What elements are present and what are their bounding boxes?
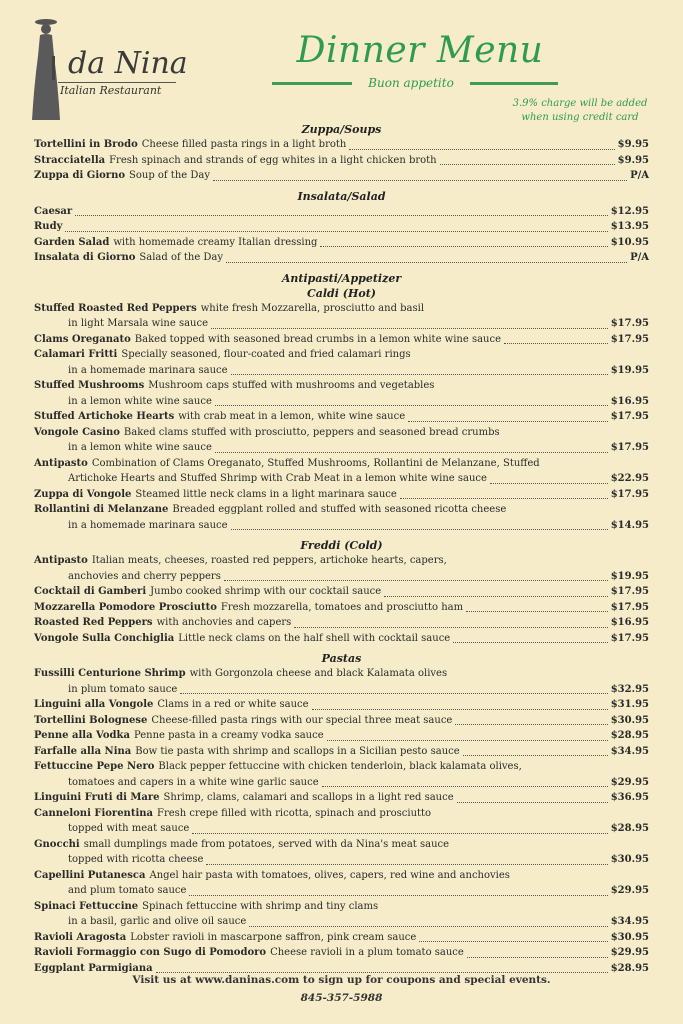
dot-leader bbox=[224, 579, 608, 581]
dot-leader bbox=[312, 708, 608, 710]
item-name: Vongole Casino bbox=[34, 426, 120, 438]
dot-leader bbox=[463, 754, 608, 756]
page-title: Dinner Menu bbox=[296, 30, 544, 71]
menu-item-continuation bbox=[34, 852, 649, 868]
dot-leader bbox=[189, 894, 607, 896]
menu-item bbox=[34, 790, 649, 806]
menu-item bbox=[34, 600, 649, 616]
item-price: $17.95 bbox=[610, 632, 649, 644]
item-name: Mozzarella Pomodore Prosciutto bbox=[34, 601, 217, 613]
item-description: Specially seasoned, flour-coated and fried calamari rings bbox=[121, 349, 411, 360]
item-price: $17.95 bbox=[610, 442, 649, 453]
menu-item bbox=[34, 615, 649, 631]
dot-leader bbox=[192, 832, 607, 834]
item-description: Jumbo cooked shrimp with our cocktail sauce bbox=[150, 586, 382, 597]
item-name: Roasted Red Peppers bbox=[34, 617, 153, 628]
item-name: Fussilli Centurione Shrimp bbox=[34, 668, 186, 679]
section-heading: Antipasti/Appetizer bbox=[281, 271, 402, 285]
item-price: $9.95 bbox=[617, 154, 649, 166]
menu-item bbox=[34, 301, 649, 317]
item-name: Antipasto bbox=[34, 457, 88, 469]
item-description: Fresh spinach and strands of egg whites in a light chicken broth bbox=[109, 154, 437, 166]
menu-list bbox=[34, 122, 649, 976]
item-description-cont: in plum tomato sauce bbox=[68, 683, 178, 695]
item-name: Rollantini di Melanzane bbox=[34, 504, 169, 515]
menu-item-continuation bbox=[34, 682, 649, 698]
section-heading: Pastas bbox=[321, 652, 362, 665]
item-description-cont: in a homemade marinara sauce bbox=[68, 364, 228, 376]
menu-item-continuation bbox=[34, 914, 649, 930]
item-name: Garden Salad bbox=[34, 236, 110, 248]
item-description: Fresh crepe filled with ricotta, spinach and prosciutto bbox=[157, 807, 432, 819]
item-price: $29.95 bbox=[610, 947, 649, 958]
menu-item bbox=[34, 744, 649, 760]
item-price: $12.95 bbox=[610, 205, 649, 217]
section-subheading: Caldi (Hot) bbox=[307, 286, 376, 300]
item-price: $28.95 bbox=[610, 823, 649, 834]
item-description: Lobster ravioli in mascarpone saffron, pink cream sauce bbox=[130, 931, 417, 943]
item-description: Steamed little neck clams in a light marinara sauce bbox=[135, 488, 397, 500]
item-name: Linguini Fruti di Mare bbox=[34, 792, 160, 803]
dot-leader bbox=[294, 626, 607, 628]
logo-subtitle: Italian Restaurant bbox=[60, 84, 162, 97]
menu-item-continuation bbox=[34, 440, 649, 456]
item-name: Capellini Putanesca bbox=[34, 869, 146, 881]
title-rule-right bbox=[470, 82, 558, 85]
item-price: $14.95 bbox=[610, 519, 649, 531]
item-name: Calamari Fritti bbox=[34, 349, 118, 360]
item-price: $16.95 bbox=[610, 617, 649, 628]
item-description: Clams in a red or white sauce bbox=[157, 699, 309, 710]
item-description: Baked topped with seasoned bread crumbs in a lemon white wine sauce bbox=[134, 333, 502, 345]
item-description: Soup of the Day bbox=[129, 170, 210, 181]
item-price: $9.95 bbox=[617, 139, 649, 150]
menu-item bbox=[34, 378, 649, 394]
dot-leader bbox=[419, 940, 607, 942]
item-price: $30.95 bbox=[610, 931, 649, 943]
menu-item bbox=[34, 409, 649, 425]
item-description-cont: in light Marsala wine sauce bbox=[68, 318, 209, 329]
item-description: Italian meats, cheeses, roasted red peppers, artichoke hearts, capers, bbox=[91, 555, 447, 566]
item-description: Spinach fettuccine with shrimp and tiny clams bbox=[142, 900, 379, 912]
item-name: Spinaci Fettuccine bbox=[34, 900, 139, 912]
menu-item bbox=[34, 204, 649, 220]
item-name: Penne alla Vodka bbox=[34, 730, 130, 741]
website-note: Visit us at www.daninas.com to sign up for coupons and special events. bbox=[132, 974, 551, 986]
item-description: Cheese filled pasta rings in a light broth bbox=[141, 139, 347, 150]
item-price: $29.95 bbox=[610, 776, 649, 788]
menu-item-continuation bbox=[34, 775, 649, 791]
item-price: $36.95 bbox=[610, 792, 649, 803]
item-name: Canneloni Fiorentina bbox=[34, 807, 153, 819]
menu-item bbox=[34, 697, 649, 713]
dot-leader bbox=[215, 404, 608, 406]
item-description: Penne pasta in a creamy vodka sauce bbox=[133, 730, 324, 741]
item-price: $17.95 bbox=[610, 411, 649, 422]
menu-item bbox=[34, 728, 649, 744]
item-price: $34.95 bbox=[610, 916, 649, 927]
item-price: $17.95 bbox=[610, 586, 649, 597]
phone-number: 845-357-5988 bbox=[300, 992, 383, 1004]
item-price: $32.95 bbox=[610, 683, 649, 695]
dot-leader bbox=[327, 739, 608, 741]
dot-leader bbox=[455, 723, 607, 725]
dot-leader bbox=[349, 148, 614, 150]
item-description-cont: in a homemade marinara sauce bbox=[68, 519, 228, 531]
dot-leader bbox=[215, 451, 608, 453]
item-description-cont: in a basil, garlic and olive oil sauce bbox=[68, 916, 247, 927]
item-name: Ravioli Formaggio con Sugo di Pomodoro bbox=[34, 947, 267, 958]
item-name: Linguini alla Vongole bbox=[34, 699, 154, 710]
dot-leader bbox=[457, 801, 608, 803]
title-rule-left bbox=[272, 82, 352, 85]
item-name: Eggplant Parmigiana bbox=[34, 962, 153, 974]
menu-item bbox=[34, 425, 649, 441]
menu-item bbox=[34, 631, 649, 647]
menu-item bbox=[34, 456, 649, 472]
menu-item bbox=[34, 553, 649, 569]
menu-item-continuation bbox=[34, 471, 649, 487]
logo-divider bbox=[58, 82, 176, 83]
dot-leader bbox=[231, 373, 608, 375]
item-price: $30.95 bbox=[610, 714, 649, 726]
item-name: Zuppa di Vongole bbox=[34, 488, 132, 500]
item-price: $10.95 bbox=[610, 236, 649, 248]
item-price: P/A bbox=[630, 252, 649, 263]
menu-item bbox=[34, 666, 649, 682]
page-subtitle: Buon appetito bbox=[368, 76, 454, 90]
menu-item-continuation bbox=[34, 394, 649, 410]
dot-leader bbox=[206, 863, 607, 865]
menu-item bbox=[34, 930, 649, 946]
dot-leader bbox=[408, 420, 608, 422]
item-description-cont: and plum tomato sauce bbox=[68, 885, 187, 896]
menu-item bbox=[34, 219, 649, 235]
item-name: Cocktail di Gamberi bbox=[34, 586, 147, 597]
item-price: $17.95 bbox=[610, 333, 649, 345]
item-price: $31.95 bbox=[610, 699, 649, 710]
item-price: $29.95 bbox=[610, 885, 649, 896]
item-description-cont: in a lemon white wine sauce bbox=[68, 395, 212, 407]
item-description: with Gorgonzola cheese and black Kalamata olives bbox=[189, 668, 448, 679]
item-description-cont: topped with meat sauce bbox=[68, 823, 190, 834]
item-description: with anchovies and capers bbox=[156, 617, 292, 628]
dot-leader bbox=[490, 482, 608, 484]
menu-item bbox=[34, 868, 649, 884]
dot-leader bbox=[466, 610, 608, 612]
section-heading: Freddi (Cold) bbox=[300, 539, 383, 552]
item-name: Insalata di Giorno bbox=[34, 252, 136, 263]
item-description-cont: tomatoes and capers in a white wine garlic sauce bbox=[68, 776, 319, 788]
menu-item-continuation bbox=[34, 316, 649, 332]
item-price: $17.95 bbox=[610, 318, 649, 329]
item-description: Combination of Clams Oreganato, Stuffed Mushrooms, Rollantini de Melanzane, Stuffed bbox=[91, 457, 540, 469]
item-description: Shrimp, clams, calamari and scallops in a light red sauce bbox=[163, 792, 454, 803]
dot-leader bbox=[180, 692, 607, 694]
item-name: Vongole Sulla Conchiglia bbox=[34, 632, 175, 644]
item-name: Farfalle alla Nina bbox=[34, 745, 132, 757]
dot-leader bbox=[211, 327, 608, 329]
item-description-cont: anchovies and cherry peppers bbox=[68, 570, 221, 582]
item-description-cont: topped with ricotta cheese bbox=[68, 854, 204, 865]
menu-item bbox=[34, 502, 649, 518]
dot-leader bbox=[453, 641, 608, 643]
item-name: Antipasto bbox=[34, 555, 88, 566]
dot-leader bbox=[322, 785, 608, 787]
item-name: Clams Oreganato bbox=[34, 333, 131, 345]
menu-item bbox=[34, 759, 649, 775]
menu-item bbox=[34, 235, 649, 251]
item-name: Stuffed Artichoke Hearts bbox=[34, 411, 175, 422]
dot-leader bbox=[320, 245, 607, 247]
menu-item bbox=[34, 899, 649, 915]
item-description: with homemade creamy Italian dressing bbox=[113, 236, 318, 248]
item-description: Little neck clams on the half shell with cocktail sauce bbox=[178, 632, 451, 644]
item-description: Cheese ravioli in a plum tomato sauce bbox=[270, 947, 464, 958]
dot-leader bbox=[504, 342, 608, 344]
item-description-cont: Artichoke Hearts and Stuffed Shrimp with Crab Meat in a lemon white wine sauce bbox=[68, 473, 487, 484]
item-price: $19.95 bbox=[610, 364, 649, 376]
dot-leader bbox=[400, 497, 608, 499]
item-name: Rudy bbox=[34, 221, 63, 232]
item-description: with crab meat in a lemon, white wine sauce bbox=[178, 411, 406, 422]
item-name: Stuffed Mushrooms bbox=[34, 380, 145, 391]
item-price: $16.95 bbox=[610, 395, 649, 407]
item-name: Zuppa di Giorno bbox=[34, 170, 126, 181]
dot-leader bbox=[226, 261, 627, 263]
item-description: white fresh Mozzarella, prosciutto and basil bbox=[200, 302, 425, 314]
item-name: Tortellini Bolognese bbox=[34, 714, 148, 726]
dot-leader bbox=[467, 956, 608, 958]
menu-item bbox=[34, 137, 649, 153]
credit-card-notice: 3.9% charge will be added when using credit card bbox=[512, 98, 648, 123]
item-price: $28.95 bbox=[610, 962, 649, 974]
item-description: Salad of the Day bbox=[139, 252, 224, 263]
menu-item bbox=[34, 584, 649, 600]
menu-item bbox=[34, 153, 649, 169]
dot-leader bbox=[384, 595, 608, 597]
section-heading: Insalata/Salad bbox=[297, 189, 386, 203]
section-heading: Zuppa/Soups bbox=[301, 123, 382, 136]
item-price: $13.95 bbox=[610, 221, 649, 232]
item-description: Fresh mozzarella, tomatoes and prosciutto ham bbox=[220, 601, 464, 613]
item-price: $30.95 bbox=[610, 854, 649, 865]
menu-item-continuation bbox=[34, 363, 649, 379]
item-name: Fettuccine Pepe Nero bbox=[34, 761, 155, 772]
dot-leader bbox=[156, 971, 608, 973]
item-price: $17.95 bbox=[610, 601, 649, 613]
menu-item-continuation bbox=[34, 518, 649, 534]
item-price: $19.95 bbox=[610, 570, 649, 582]
item-price: $28.95 bbox=[610, 730, 649, 741]
item-description: Baked clams stuffed with prosciutto, peppers and seasoned bread crumbs bbox=[123, 426, 500, 438]
menu-item bbox=[34, 168, 649, 184]
item-description: Bow tie pasta with shrimp and scallops in a Sicilian pesto sauce bbox=[135, 745, 460, 757]
item-name: Ravioli Aragosta bbox=[34, 931, 127, 943]
menu-item bbox=[34, 347, 649, 363]
lady-silhouette-logo-icon bbox=[28, 16, 68, 120]
item-description: Cheese-filled pasta rings with our special three meat sauce bbox=[151, 714, 453, 726]
menu-item bbox=[34, 487, 649, 503]
menu-item-continuation bbox=[34, 569, 649, 585]
item-description-cont: in a lemon white wine sauce bbox=[68, 442, 212, 453]
dot-leader bbox=[213, 179, 627, 181]
item-description: small dumplings made from potatoes, served with da Nina's meat sauce bbox=[83, 838, 450, 850]
item-price: P/A bbox=[630, 170, 649, 181]
item-description: Angel hair pasta with tomatoes, olives, capers, red wine and anchovies bbox=[149, 869, 510, 881]
menu-item bbox=[34, 713, 649, 729]
item-name: Tortellini in Brodo bbox=[34, 139, 138, 150]
item-price: $22.95 bbox=[610, 473, 649, 484]
menu-item bbox=[34, 945, 649, 961]
dot-leader bbox=[75, 214, 608, 216]
menu-item-continuation bbox=[34, 883, 649, 899]
dot-leader bbox=[249, 925, 607, 927]
menu-item bbox=[34, 806, 649, 822]
item-price: $17.95 bbox=[610, 488, 649, 500]
dot-leader bbox=[231, 528, 608, 530]
logo-wordmark: da Nina bbox=[68, 46, 188, 81]
item-description: Breaded eggplant rolled and stuffed with seasoned ricotta cheese bbox=[172, 504, 507, 515]
item-name: Stracciatella bbox=[34, 154, 106, 166]
dot-leader bbox=[440, 163, 615, 165]
item-name: Gnocchi bbox=[34, 838, 80, 850]
dot-leader bbox=[65, 230, 607, 232]
menu-item bbox=[34, 250, 649, 266]
item-name: Stuffed Roasted Red Peppers bbox=[34, 302, 197, 314]
menu-item bbox=[34, 332, 649, 348]
item-description: Black pepper fettuccine with chicken tenderloin, black kalamata olives, bbox=[158, 761, 522, 772]
menu-item bbox=[34, 837, 649, 853]
item-price: $34.95 bbox=[610, 745, 649, 757]
item-description: Mushroom caps stuffed with mushrooms and vegetables bbox=[148, 380, 435, 391]
menu-item-continuation bbox=[34, 821, 649, 837]
item-name: Caesar bbox=[34, 205, 73, 217]
